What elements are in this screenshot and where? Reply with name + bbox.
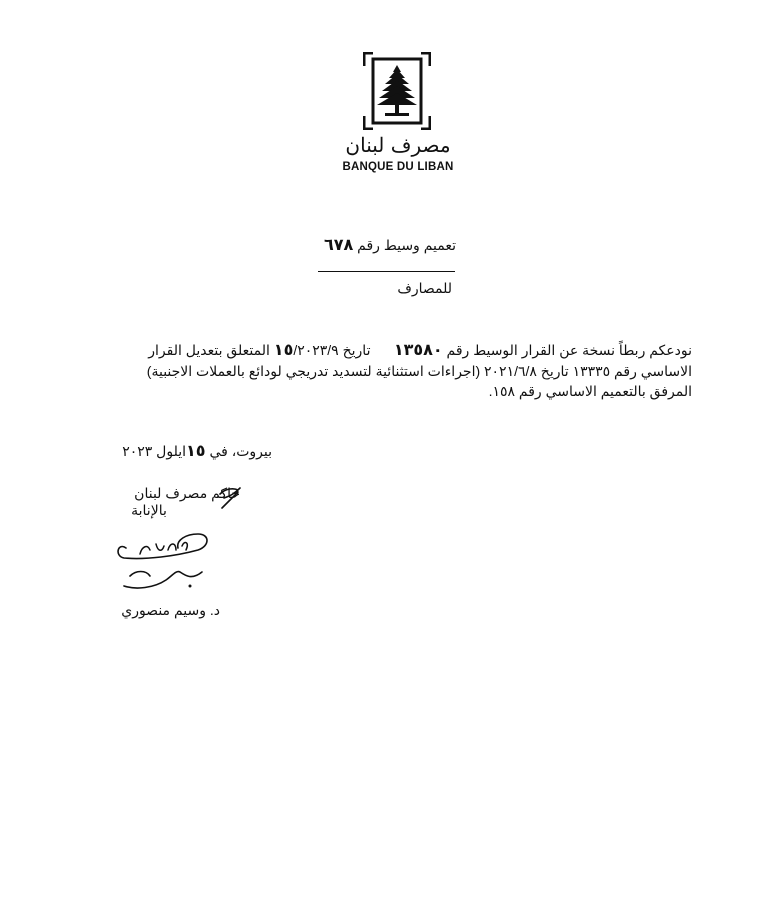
signer-name: د. وسيم منصوري [121,602,220,618]
initial-mark-icon [216,484,244,512]
body-date-label: تاريخ [342,342,371,358]
bank-logo [363,52,431,130]
circular-title-text: تعميم وسيط رقم [357,237,456,253]
circular-number: ٦٧٨ [323,237,354,254]
body-line-1 [106,340,692,361]
acting-label: بالإنابة [131,502,167,518]
circular-title [316,236,456,255]
issue-day: ١٥ [186,443,206,460]
cedar-tree-icon [363,52,431,130]
issue-date [100,441,272,462]
issue-month-year: ايلول ٢٠٢٣ [122,443,187,459]
body-line-3: المرفق بالتعميم الاساسي رقم ١٥٨. [488,383,692,399]
bank-name-arabic: مصرف لبنان [345,133,451,157]
recipient: للمصارف [397,280,452,296]
body-line-1-end: /٢٠٢٣/٩ المتعلق بتعديل القرار [148,342,339,358]
governor-title: حاكم مصرف لبنان [134,485,240,501]
decision-day: ١٥ [273,342,294,359]
body-line-1-start: نودعكم ربطاً نسخة عن القرار الوسيط رقم [446,342,692,358]
handwritten-signature [106,520,216,600]
bank-name-french: BANQUE DU LIBAN [342,161,454,173]
body-line-2: الاساسي رقم ١٣٣٣٥ تاريخ ٢٠٢١/٦/٨ (اجراءات استثنائية لتسديد تدريجي لودائع بالعملات الاجنبية) [146,363,692,379]
issue-place: بيروت، في [209,443,272,459]
title-divider [318,271,455,272]
decision-number: ١٣٥٨٠ [393,342,443,359]
